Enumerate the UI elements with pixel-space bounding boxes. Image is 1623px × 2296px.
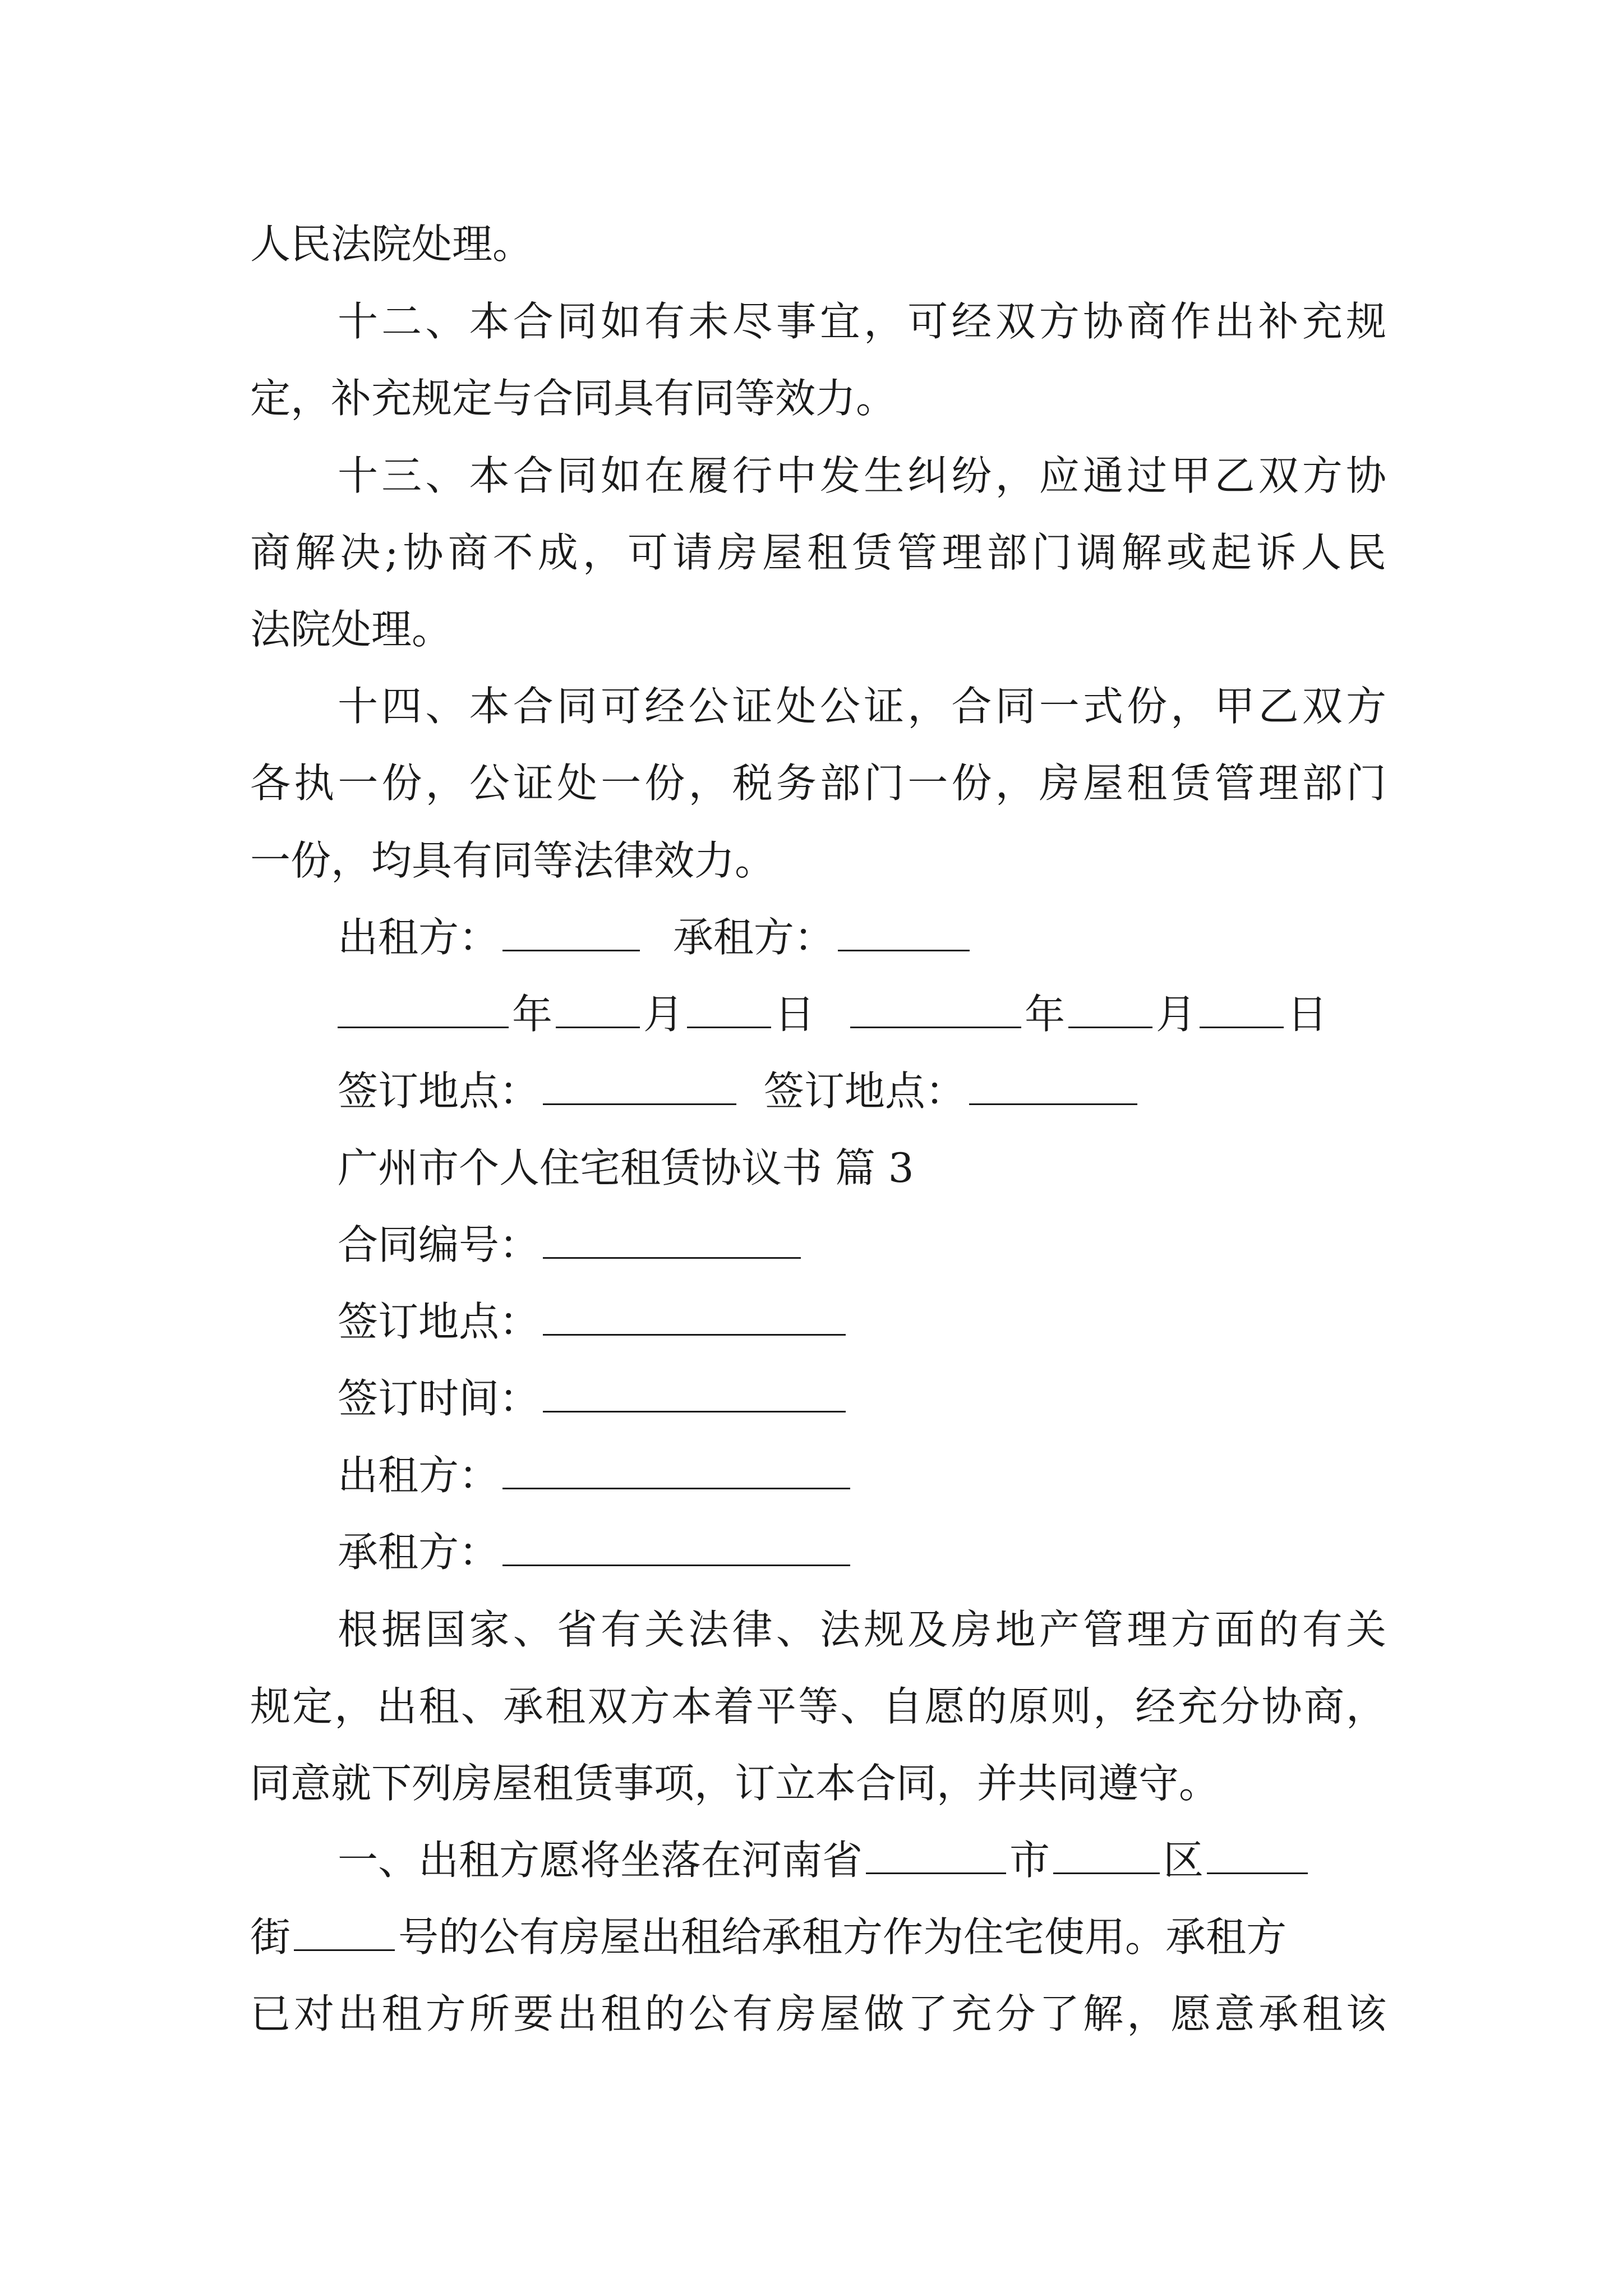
district-label: 区: [1163, 1837, 1204, 1884]
section-title: 广州市个人住宅租赁协议书 篇 3: [338, 1144, 914, 1191]
month-label: 月: [1155, 991, 1196, 1038]
lessor-line: [338, 1447, 1623, 1503]
contract-number-blank: [543, 1219, 801, 1259]
text-line: 同意就下列房屋租赁事项，订立本合同，并共同遵守。: [250, 1760, 1220, 1807]
text-line: 一份，均具有同等法律效力。: [250, 837, 776, 884]
place-label: 签订地点：: [338, 1068, 540, 1115]
sign-time-label: 签订时间：: [338, 1375, 540, 1422]
lessor-blank: [502, 1450, 850, 1489]
text-line: 十二、本合同如有未尽事宜，可经双方协商作出补充规: [338, 298, 1386, 345]
article-text: 一、出租方愿将坐落在河南省: [338, 1837, 863, 1884]
day-label: 日: [774, 991, 815, 1038]
lessee-line: [338, 1524, 1623, 1580]
year-label: 年: [1024, 991, 1065, 1038]
sign-place-line: [338, 1294, 1623, 1350]
year-label: 年: [512, 991, 553, 1038]
place-label: 签订地点：: [763, 1068, 966, 1115]
article-text: 号的公有房屋出租给承租方作为住宅使用。承租方: [398, 1913, 1287, 1961]
sign-place-blank: [543, 1296, 846, 1336]
text-line: 根据国家、省有关法律、法规及房地产管理方面的有关: [338, 1606, 1386, 1653]
text-line: 各执一份，公证处一份，税务部门一份，房屋租赁管理部门: [250, 760, 1386, 807]
signature-line: [338, 909, 1623, 965]
text-line: 人民法院处理。: [250, 220, 533, 268]
article-line: [250, 1909, 1623, 1965]
text-line: 规定，出租、承租双方本着平等、自愿的原则，经充分协商，: [250, 1683, 1386, 1730]
lessee-blank: [502, 1526, 850, 1566]
text-line: 定，补充规定与合同具有同等效力。: [250, 375, 897, 422]
number-blank: [294, 1911, 395, 1951]
lessor-label: 出租方：: [338, 1452, 500, 1499]
sign-time-blank: [543, 1373, 846, 1412]
street-blank: [1207, 1834, 1308, 1874]
place-blank: [969, 1065, 1137, 1105]
sign-place-label: 签订地点：: [338, 1298, 540, 1345]
street-label: 街: [250, 1913, 291, 1961]
sign-time-line: [338, 1370, 1623, 1427]
day-blank: [1200, 988, 1284, 1028]
lessee-label: 承租方：: [672, 914, 834, 961]
text-line: 法院处理。: [250, 606, 453, 653]
month-blank: [1068, 988, 1152, 1028]
text-line: 已对出租方所要出租的公有房屋做了充分了解，愿意承租该: [250, 1990, 1386, 2037]
lessee-label: 承租方：: [338, 1529, 500, 1576]
article-line: [338, 1832, 1623, 1888]
year-blank: [850, 988, 1021, 1028]
lessee-blank: [838, 912, 970, 951]
district-blank: [1053, 1834, 1160, 1874]
month-label: 月: [643, 991, 684, 1038]
contract-number-line: [338, 1217, 1623, 1273]
day-label: 日: [1287, 991, 1327, 1038]
lessor-label: 出租方：: [338, 914, 500, 961]
city-label: 市: [1009, 1837, 1050, 1884]
text-line: 十四、本合同可经公证处公证，合同一式份，甲乙双方: [338, 683, 1386, 730]
month-blank: [556, 988, 640, 1028]
text-line: 商解决;协商不成，可请房屋租赁管理部门调解或起诉人民: [250, 529, 1386, 576]
year-blank: [338, 988, 509, 1028]
place-line: [338, 1063, 1623, 1119]
contract-number-label: 合同编号：: [338, 1221, 540, 1268]
lessor-blank: [502, 912, 640, 951]
city-blank: [866, 1834, 1006, 1874]
text-line: 十三、本合同如在履行中发生纠纷，应通过甲乙双方协: [338, 452, 1386, 499]
day-blank: [687, 988, 771, 1028]
place-blank: [543, 1065, 736, 1105]
date-line: [338, 986, 1623, 1042]
